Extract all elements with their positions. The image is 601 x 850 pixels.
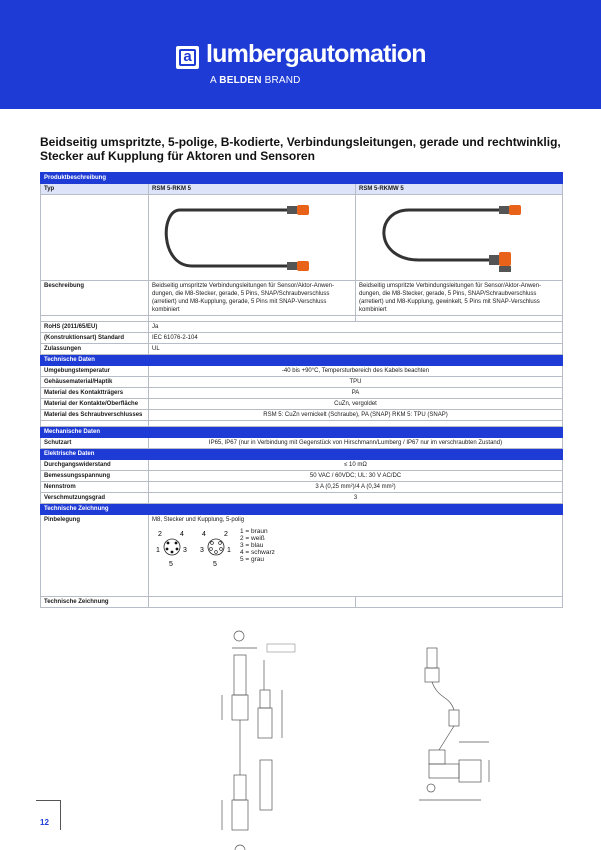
brand-logo-icon: a — [176, 46, 199, 69]
page-title: Beidseitig umspritzte, 5-polige, B-kodierte, Verbindungsleitungen, gerade und rechtwinklig, Stecker auf Kupplung für Aktoren und Sensoren — [40, 135, 561, 163]
pin-number-male: 1 — [156, 547, 160, 554]
pin-number-female: 2 — [224, 531, 228, 538]
pin-diagram-female-icon — [196, 528, 236, 568]
header-banner — [0, 0, 601, 109]
description-b: Beidseitig umspritzte Verbindungsleitungen für Sensor/Aktor-Anwen-dungen, die M8-Stecker, gerade, 5 Pins, SNAP/Schraubverschluss (arretiert) und M8-Kupplung, gewinkelt, 5 Pins mit SNAP-Verschluss kombiniert — [356, 281, 563, 316]
page-number: 12 — [40, 818, 49, 827]
pin-number-male: 3 — [183, 547, 187, 554]
pin-number-female: 5 — [213, 561, 217, 568]
section-elec: Elektrische Daten — [41, 449, 563, 460]
footer-rule — [36, 800, 60, 801]
pin-number-male: 4 — [180, 531, 184, 538]
pin-number-female: 1 — [227, 547, 231, 554]
pin-diagram-male-icon — [152, 528, 192, 568]
technical-drawing-straight — [149, 597, 356, 608]
cable-image-straight — [149, 195, 356, 281]
brand-tagline: A BELDEN BRAND — [210, 75, 301, 86]
pin-number-female: 3 — [200, 547, 204, 554]
technical-drawing-angled — [356, 597, 563, 608]
type-a: RSM 5-RKM 5 — [149, 184, 356, 195]
section-product: Produktbeschreibung — [41, 173, 563, 184]
pin-number-male: 5 — [169, 561, 173, 568]
pin-assignment: M8, Stecker und Kupplung, 5-polig 2 4 1 3 5 4 2 3 1 5 1 = braun 2 = weiß 3 = blau 4 = schwarz 5 = grau — [149, 515, 563, 597]
pin-number-male: 2 — [158, 531, 162, 538]
spec-table: Produktbeschreibung Typ RSM 5-RKM 5 RSM 5-RKMW 5 Beschreibung Beidseitig umspritzte Verbindungsleitungen für Sensor/Aktor-Anwen-dungen, die M8-Stecker, gerade, 5 Pins, SNAP/Schraubverschluss (arretiert) und M8-Kupplung, gerade, 5 Pins mit SNAP-Verschluss kombiniert Beidseitig umspritzte Verbindungsleitungen für Sensor/Aktor-Anwen-dungen, die M8-Stecker, gerade, 5 Pins, SNAP/Schraubverschluss (arretiert) und M8-Kupplung, gewinkelt, 5 Pins mit SNAP-Verschluss kombiniert RoHS (2011/65/EU) Ja (Konstruktionsart) Standard IEC 61076-2-104 Zulassungen UL Technische Daten Umgebungstemperatur -40 bis +90°C, Tempersturbereich des Kabels beachten Gehäusematerial/Haptik TPU Material des Kontaktträgers PA Material der Kontakte/Oberfläche CuZn, vergoldet Material des Schraubverschlusses RSM 5: CuZn vernickelt (Schraube), PA (SNAP) RKM 5: TPU (SNAP) Mechanische Daten Schutzart IP65, IP67 (nur in Verbindung mit Gegenstück von Hirschmann/Lumberg / IP67 nur im verschraubten Zustand) Elektrische Daten Durchgangswiderstand ≤ 10 mΩ Bemessungsspannung 50 VAC / 60VDC; UL: 30 V AC/DC Nennstrom 3 A (0,25 mm²)/4 A (0,34 mm²) Verschmutzungsgrad 3 Technische Zeichnung Pinbelegung M8, Stecker und Kupplung, 5-polig 2 4 1 3 5 4 2 3 1 5 1 = braun 2 = weiß 3 = blau 4 = schwarz 5 = grau Technische Zeichnung — [40, 172, 563, 608]
pin-legend: 1 = braun 2 = weiß 3 = blau 4 = schwarz 5 = grau — [240, 528, 275, 563]
brand-name: lumbergautomation — [206, 40, 426, 68]
description-a: Beidseitig umspritzte Verbindungsleitungen für Sensor/Aktor-Anwen-dungen, die M8-Stecker, gerade, 5 Pins, SNAP/Schraubverschluss (arretiert) und M8-Kupplung, gerade, 5 Pins mit SNAP-Verschluss kombiniert — [149, 281, 356, 316]
section-mech: Mechanische Daten — [41, 427, 563, 438]
section-tech: Technische Daten — [41, 355, 563, 366]
pin-number-female: 4 — [202, 531, 206, 538]
cable-image-angled — [356, 195, 563, 281]
section-drawing: Technische Zeichnung — [41, 504, 563, 515]
type-b: RSM 5-RKMW 5 — [356, 184, 563, 195]
footer-vertical-rule — [60, 800, 61, 830]
